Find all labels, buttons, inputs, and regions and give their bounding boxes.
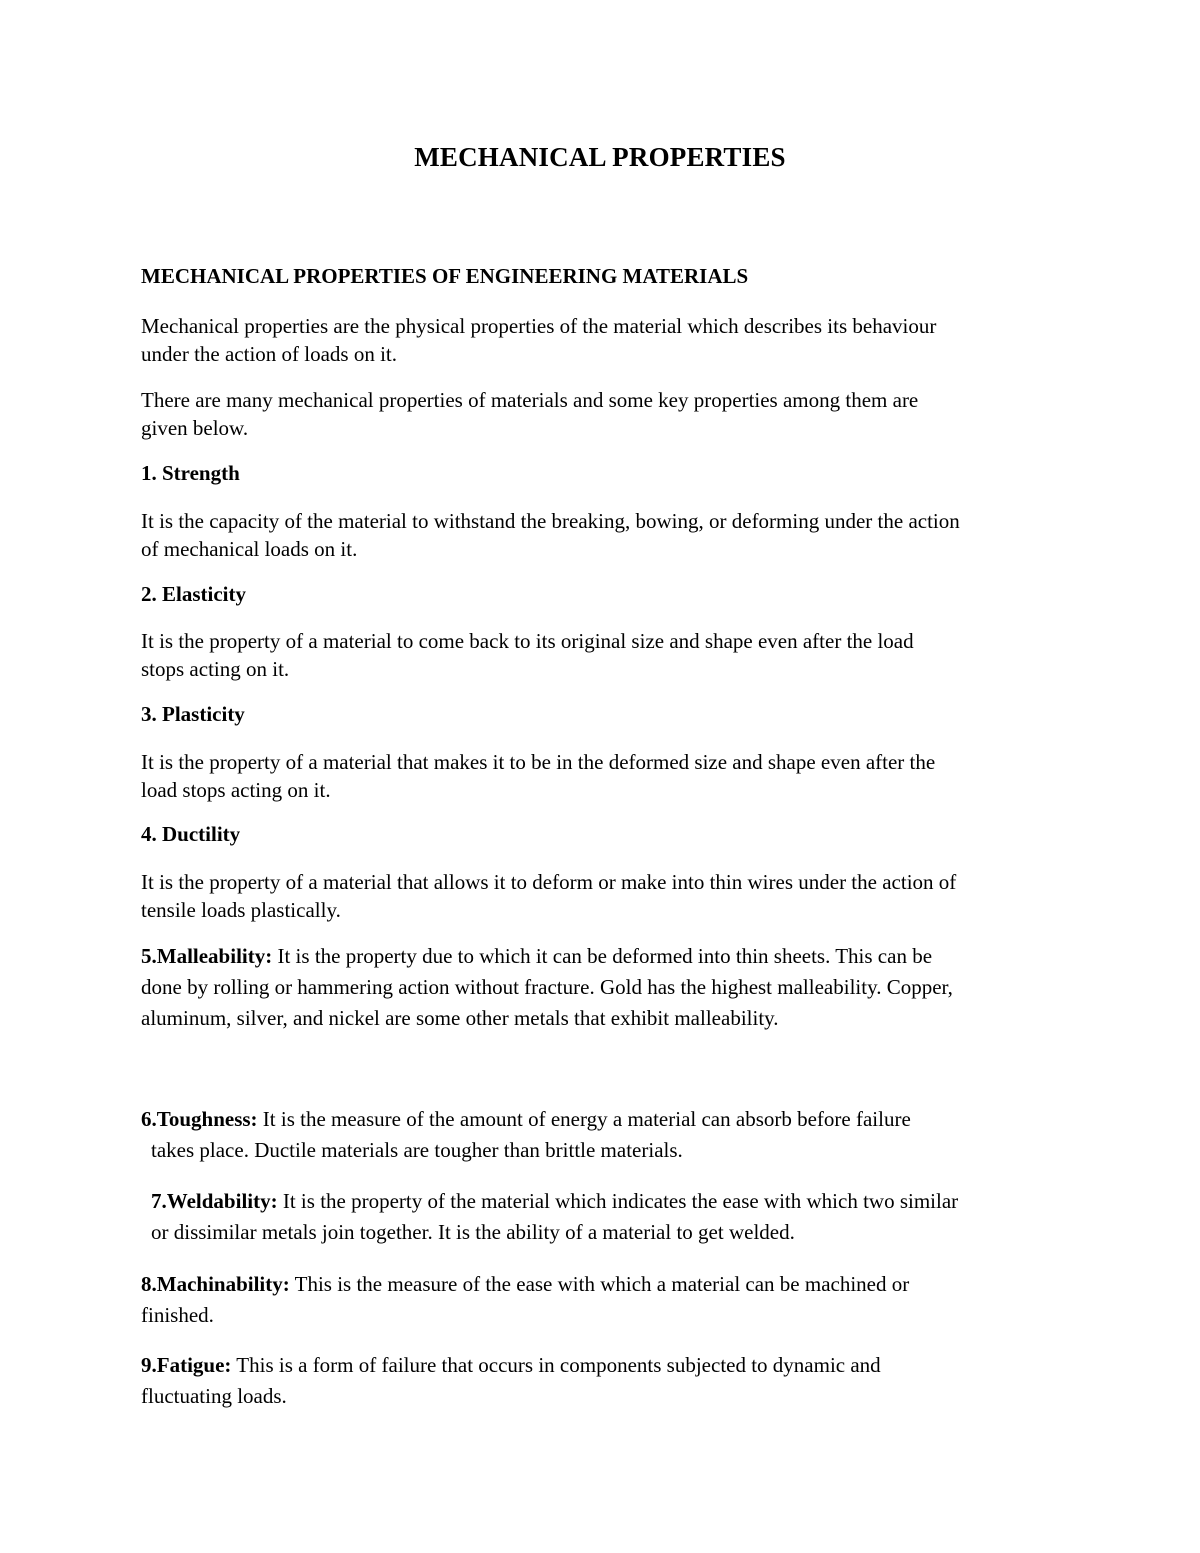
item-text: It is the property due to which it can be deformed into thin sheets. This can be (272, 944, 933, 968)
text-line: fluctuating loads. (141, 1384, 287, 1408)
text-line (141, 941, 1071, 972)
text-line (141, 1186, 1071, 1217)
text-line (141, 1269, 1071, 1300)
text-line: It is the property of a material that makes it to be in the deformed size and shape even after the (141, 750, 936, 774)
item-heading-ductility: 4. Ductility (141, 822, 241, 846)
item-fatigue (141, 1350, 1071, 1412)
item-term-malleability: 5.Malleability: (141, 944, 273, 968)
text-line: given below. (141, 416, 249, 440)
text-line: finished. (141, 1303, 214, 1327)
text-line: load stops acting on it. (141, 778, 331, 802)
item-body-strength (141, 507, 1071, 563)
item-weldability (141, 1186, 1071, 1248)
item-body-ductility (141, 868, 1071, 924)
text-line: It is the property of a material to come back to its original size and shape even after the load (141, 629, 914, 653)
intro-paragraph-2 (141, 386, 1071, 442)
text-line: There are many mechanical properties of materials and some key properties among them are (141, 388, 919, 412)
item-heading-strength: 1. Strength (141, 461, 240, 485)
item-heading-elasticity: 2. Elasticity (141, 582, 246, 606)
text-line: done by rolling or hammering action without fracture. Gold has the highest malleability. Copper, (141, 975, 953, 999)
text-line (141, 1350, 1071, 1381)
text-line: under the action of loads on it. (141, 342, 398, 366)
text-line: It is the capacity of the material to withstand the breaking, bowing, or deforming under the action (141, 509, 960, 533)
item-text: This is a form of failure that occurs in components subjected to dynamic and (231, 1353, 881, 1377)
intro-paragraph (141, 312, 1071, 368)
item-text: This is the measure of the ease with which a material can be machined or (289, 1272, 910, 1296)
item-malleability (141, 941, 1071, 1034)
item-text: It is the measure of the amount of energy a material can absorb before failure (257, 1107, 911, 1131)
text-line: Mechanical properties are the physical properties of the material which describes its behaviour (141, 314, 937, 338)
item-text: It is the property of the material which indicates the ease with which two similar (277, 1189, 959, 1213)
document-title: MECHANICAL PROPERTIES (414, 142, 786, 172)
item-term-machinability: 8.Machinability: (141, 1272, 290, 1296)
text-line: of mechanical loads on it. (141, 537, 358, 561)
text-line: stops acting on it. (141, 657, 290, 681)
text-line: It is the property of a material that allows it to deform or make into thin wires under the action of (141, 870, 957, 894)
item-heading-plasticity: 3. Plasticity (141, 702, 245, 726)
item-body-elasticity (141, 627, 1071, 683)
text-line: or dissimilar metals join together. It is the ability of a material to get welded. (151, 1220, 795, 1244)
item-term-toughness: 6.Toughness: (141, 1107, 258, 1131)
item-toughness (141, 1104, 1071, 1166)
item-machinability (141, 1269, 1071, 1331)
section-heading: MECHANICAL PROPERTIES OF ENGINEERING MATERIALS (141, 264, 749, 288)
item-term-weldability: 7.Weldability: (151, 1189, 278, 1213)
item-term-fatigue: 9.Fatigue: (141, 1353, 232, 1377)
text-line (141, 1104, 1071, 1135)
text-line: aluminum, silver, and nickel are some other metals that exhibit malleability. (141, 1006, 779, 1030)
item-body-plasticity (141, 748, 1071, 804)
text-line: takes place. Ductile materials are tougher than brittle materials. (151, 1138, 683, 1162)
text-line: tensile loads plastically. (141, 898, 341, 922)
